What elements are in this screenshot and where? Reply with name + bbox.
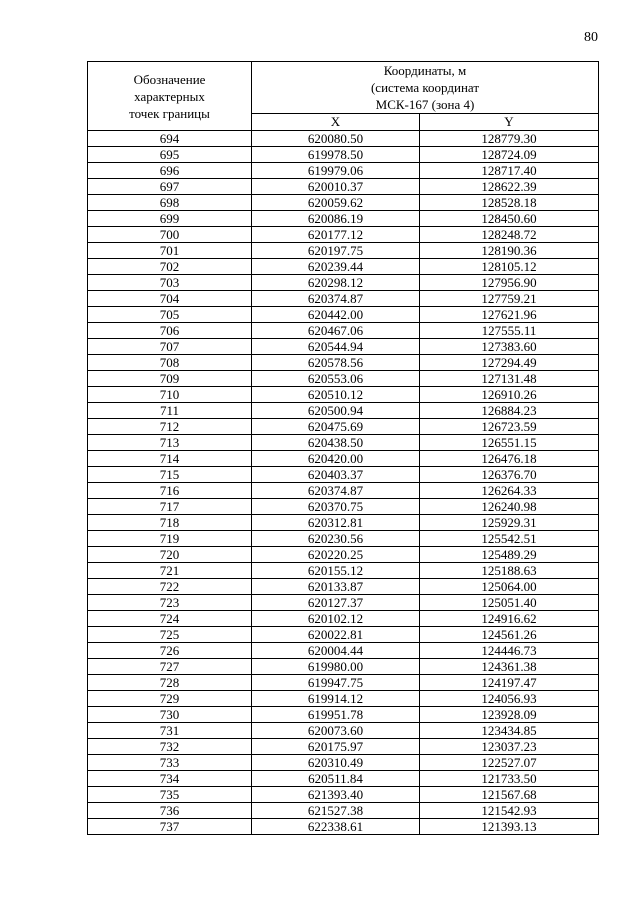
- point-number-cell: 721: [88, 563, 252, 579]
- x-coordinate-cell: 620073.60: [252, 723, 420, 739]
- x-coordinate-cell: 620374.87: [252, 291, 420, 307]
- y-coordinate-cell: 126476.18: [420, 451, 599, 467]
- x-coordinate-cell: 620500.94: [252, 403, 420, 419]
- point-number-cell: 733: [88, 755, 252, 771]
- x-coordinate-cell: 620510.12: [252, 387, 420, 403]
- coordinates-header: [252, 62, 599, 114]
- table-row: [88, 227, 599, 243]
- y-coordinate-cell: 126884.23: [420, 403, 599, 419]
- x-coordinate-cell: 619979.06: [252, 163, 420, 179]
- y-coordinate-cell: 125188.63: [420, 563, 599, 579]
- table-row: [88, 307, 599, 323]
- x-coordinate-cell: 619947.75: [252, 675, 420, 691]
- table-row: [88, 131, 599, 147]
- x-coordinate-cell: 620010.37: [252, 179, 420, 195]
- y-coordinate-cell: 122527.07: [420, 755, 599, 771]
- table-row: [88, 419, 599, 435]
- point-number-cell: 713: [88, 435, 252, 451]
- table-row: [88, 595, 599, 611]
- y-coordinate-cell: 128779.30: [420, 131, 599, 147]
- y-coordinate-cell: 125051.40: [420, 595, 599, 611]
- y-coordinate-cell: 124361.38: [420, 659, 599, 675]
- y-coordinate-cell: 124446.73: [420, 643, 599, 659]
- table-row: [88, 355, 599, 371]
- table-row: [88, 259, 599, 275]
- x-coordinate-cell: 620102.12: [252, 611, 420, 627]
- y-coordinate-cell: 128528.18: [420, 195, 599, 211]
- table-row: [88, 739, 599, 755]
- point-number-cell: 711: [88, 403, 252, 419]
- table-row: [88, 339, 599, 355]
- table-row: [88, 659, 599, 675]
- y-coordinate-cell: 124056.93: [420, 691, 599, 707]
- table-row: [88, 451, 599, 467]
- table-row: [88, 243, 599, 259]
- coordinates-header-line: (система координат: [370, 80, 480, 95]
- x-coordinate-cell: 620197.75: [252, 243, 420, 259]
- y-coordinate-cell: 126376.70: [420, 467, 599, 483]
- x-coordinate-cell: 620403.37: [252, 467, 420, 483]
- table-row: [88, 723, 599, 739]
- x-coordinate-cell: 619951.78: [252, 707, 420, 723]
- x-coordinate-cell: 620370.75: [252, 499, 420, 515]
- x-coordinate-cell: 622338.61: [252, 819, 420, 835]
- table-row: [88, 387, 599, 403]
- x-coordinate-cell: 620239.44: [252, 259, 420, 275]
- table-row: [88, 611, 599, 627]
- table-row: [88, 163, 599, 179]
- y-coordinate-cell: 126910.26: [420, 387, 599, 403]
- table-row: [88, 371, 599, 387]
- point-number-cell: 707: [88, 339, 252, 355]
- table-row: [88, 547, 599, 563]
- x-coordinate-cell: 620175.97: [252, 739, 420, 755]
- point-number-cell: 734: [88, 771, 252, 787]
- table-row: [88, 531, 599, 547]
- point-number-cell: 715: [88, 467, 252, 483]
- x-coordinate-cell: 620442.00: [252, 307, 420, 323]
- x-coordinate-cell: 620177.12: [252, 227, 420, 243]
- point-number-cell: 703: [88, 275, 252, 291]
- table-row: [88, 675, 599, 691]
- y-coordinate-cell: 125489.29: [420, 547, 599, 563]
- table-row: [88, 211, 599, 227]
- y-coordinate-cell: 121393.13: [420, 819, 599, 835]
- point-number-cell: 695: [88, 147, 252, 163]
- y-coordinate-cell: 127621.96: [420, 307, 599, 323]
- point-number-cell: 730: [88, 707, 252, 723]
- page-number: 80: [584, 30, 598, 45]
- x-coordinate-cell: 620544.94: [252, 339, 420, 355]
- y-coordinate-cell: 128622.39: [420, 179, 599, 195]
- point-number-cell: 694: [88, 131, 252, 147]
- y-coordinate-cell: 125064.00: [420, 579, 599, 595]
- table-row: [88, 179, 599, 195]
- x-coordinate-cell: 620230.56: [252, 531, 420, 547]
- x-coordinate-cell: 620022.81: [252, 627, 420, 643]
- table-row: [88, 579, 599, 595]
- point-number-cell: 731: [88, 723, 252, 739]
- point-number-cell: 716: [88, 483, 252, 499]
- x-coordinate-cell: 620312.81: [252, 515, 420, 531]
- coordinates-header-line: Координаты, м: [383, 63, 467, 78]
- point-number-cell: 706: [88, 323, 252, 339]
- table-row: [88, 707, 599, 723]
- table-body: [88, 131, 599, 835]
- table-row: [88, 787, 599, 803]
- point-number-cell: 714: [88, 451, 252, 467]
- point-number-cell: 712: [88, 419, 252, 435]
- y-coordinate-cell: 127555.11: [420, 323, 599, 339]
- x-coordinate-cell: 620511.84: [252, 771, 420, 787]
- x-coordinate-cell: 620155.12: [252, 563, 420, 579]
- table-row: [88, 403, 599, 419]
- y-coordinate-cell: 123928.09: [420, 707, 599, 723]
- y-coordinate-cell: 121733.50: [420, 771, 599, 787]
- y-coordinate-cell: 126240.98: [420, 499, 599, 515]
- point-number-cell: 709: [88, 371, 252, 387]
- point-number-cell: 720: [88, 547, 252, 563]
- x-coordinate-cell: 620004.44: [252, 643, 420, 659]
- table-row: [88, 803, 599, 819]
- point-number-cell: 728: [88, 675, 252, 691]
- point-header-line: Обозначение: [133, 71, 206, 87]
- point-number-cell: 725: [88, 627, 252, 643]
- y-coordinate-cell: 125929.31: [420, 515, 599, 531]
- x-coordinate-cell: 620475.69: [252, 419, 420, 435]
- point-number-cell: 726: [88, 643, 252, 659]
- table-row: [88, 819, 599, 835]
- point-number-cell: 722: [88, 579, 252, 595]
- point-number-cell: 704: [88, 291, 252, 307]
- y-coordinate-cell: 124197.47: [420, 675, 599, 691]
- x-coordinate-cell: 620438.50: [252, 435, 420, 451]
- x-coordinate-cell: 620467.06: [252, 323, 420, 339]
- y-coordinate-cell: 124916.62: [420, 611, 599, 627]
- x-coordinate-cell: 620133.87: [252, 579, 420, 595]
- table-row: [88, 755, 599, 771]
- table-row: [88, 435, 599, 451]
- x-coordinate-cell: 619980.00: [252, 659, 420, 675]
- table-row: [88, 515, 599, 531]
- y-coordinate-cell: 128717.40: [420, 163, 599, 179]
- point-designation-header: [88, 62, 252, 131]
- point-number-cell: 697: [88, 179, 252, 195]
- point-number-cell: 708: [88, 355, 252, 371]
- y-coordinate-cell: 128450.60: [420, 211, 599, 227]
- point-number-cell: 735: [88, 787, 252, 803]
- x-coordinate-cell: 620220.25: [252, 547, 420, 563]
- table-row: [88, 771, 599, 787]
- point-header-line: точек границы: [129, 105, 210, 121]
- y-coordinate-cell: 128248.72: [420, 227, 599, 243]
- point-number-cell: 702: [88, 259, 252, 275]
- table-row: [88, 643, 599, 659]
- x-coordinate-cell: 620086.19: [252, 211, 420, 227]
- x-coordinate-cell: 619978.50: [252, 147, 420, 163]
- point-number-cell: 717: [88, 499, 252, 515]
- x-coordinate-cell: 620374.87: [252, 483, 420, 499]
- x-coordinate-cell: 620298.12: [252, 275, 420, 291]
- point-number-cell: 724: [88, 611, 252, 627]
- x-coordinate-cell: 620127.37: [252, 595, 420, 611]
- table-row: [88, 563, 599, 579]
- y-coordinate-cell: 127956.90: [420, 275, 599, 291]
- x-coordinate-cell: 620578.56: [252, 355, 420, 371]
- point-number-cell: 698: [88, 195, 252, 211]
- x-coordinate-cell: 620310.49: [252, 755, 420, 771]
- table-row: [88, 147, 599, 163]
- x-coordinate-cell: 619914.12: [252, 691, 420, 707]
- y-coordinate-cell: 123434.85: [420, 723, 599, 739]
- x-coordinate-cell: 620420.00: [252, 451, 420, 467]
- coordinates-table: [87, 61, 599, 835]
- y-coordinate-cell: 127759.21: [420, 291, 599, 307]
- x-coordinate-cell: 620059.62: [252, 195, 420, 211]
- y-coordinate-cell: 127383.60: [420, 339, 599, 355]
- table-row: [88, 499, 599, 515]
- y-coordinate-cell: 126551.15: [420, 435, 599, 451]
- y-coordinate-cell: 128190.36: [420, 243, 599, 259]
- point-number-cell: 729: [88, 691, 252, 707]
- coordinates-header-line: МСК-167 (зона 4): [375, 97, 475, 112]
- point-number-cell: 732: [88, 739, 252, 755]
- point-number-cell: 710: [88, 387, 252, 403]
- y-coordinate-cell: 123037.23: [420, 739, 599, 755]
- point-number-cell: 727: [88, 659, 252, 675]
- y-coordinate-cell: 126723.59: [420, 419, 599, 435]
- table-row: [88, 483, 599, 499]
- point-number-cell: 719: [88, 531, 252, 547]
- point-number-cell: 701: [88, 243, 252, 259]
- point-number-cell: 718: [88, 515, 252, 531]
- point-header-line: характерных: [134, 88, 205, 104]
- y-coordinate-cell: 126264.33: [420, 483, 599, 499]
- point-number-cell: 723: [88, 595, 252, 611]
- y-coordinate-cell: 121567.68: [420, 787, 599, 803]
- x-coordinate-cell: 620080.50: [252, 131, 420, 147]
- y-coordinate-cell: 127294.49: [420, 355, 599, 371]
- y-coordinate-cell: 125542.51: [420, 531, 599, 547]
- x-coordinate-cell: 620553.06: [252, 371, 420, 387]
- x-coordinate-cell: 621527.38: [252, 803, 420, 819]
- table-row: [88, 627, 599, 643]
- point-number-cell: 700: [88, 227, 252, 243]
- point-number-cell: 699: [88, 211, 252, 227]
- y-coordinate-cell: 128105.12: [420, 259, 599, 275]
- table-row: [88, 467, 599, 483]
- point-number-cell: 737: [88, 819, 252, 835]
- table-row: [88, 691, 599, 707]
- point-number-cell: 705: [88, 307, 252, 323]
- table-row: [88, 323, 599, 339]
- y-coordinate-cell: 127131.48: [420, 371, 599, 387]
- x-coordinate-cell: 621393.40: [252, 787, 420, 803]
- point-number-cell: 696: [88, 163, 252, 179]
- y-column-header: Y: [420, 114, 599, 131]
- table-row: [88, 275, 599, 291]
- table-row: [88, 291, 599, 307]
- table-row: [88, 195, 599, 211]
- y-coordinate-cell: 128724.09: [420, 147, 599, 163]
- point-number-cell: 736: [88, 803, 252, 819]
- x-column-header: X: [252, 114, 420, 131]
- y-coordinate-cell: 121542.93: [420, 803, 599, 819]
- y-coordinate-cell: 124561.26: [420, 627, 599, 643]
